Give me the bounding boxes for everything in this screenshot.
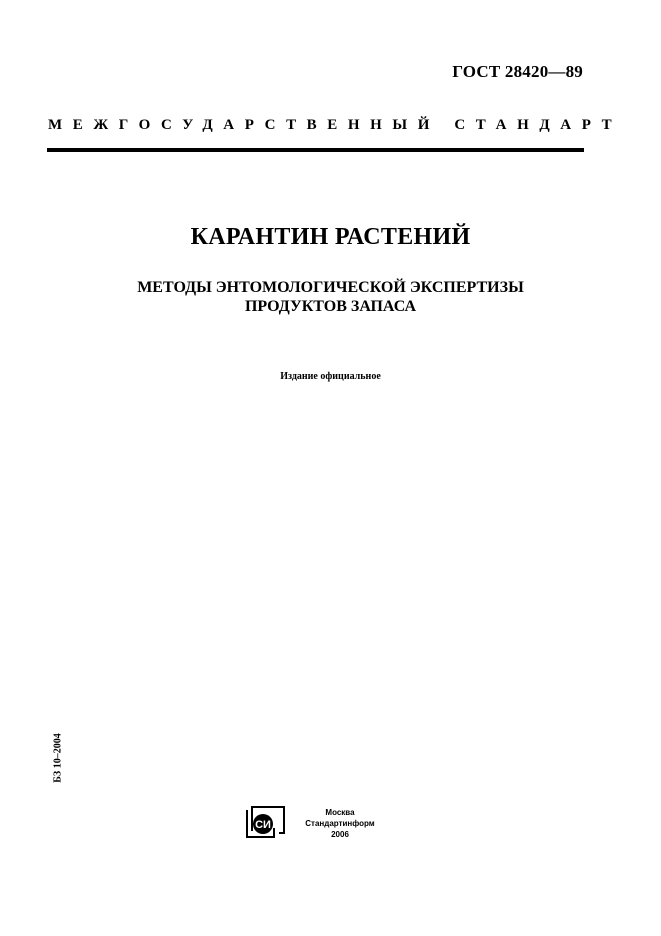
document-title: КАРАНТИН РАСТЕНИЙ [190, 224, 471, 250]
subtitle-line-1: МЕТОДЫ ЭНТОМОЛОГИЧЕСКОЙ ЭКСПЕРТИЗЫ [137, 279, 524, 296]
logo-text: СИ [255, 819, 271, 831]
subtitle-line-2: ПРОДУКТОВ ЗАПАСА [244, 298, 416, 315]
publisher-logo-icon [246, 806, 286, 838]
publisher-name: Стандартинформ [305, 819, 375, 828]
header-rule [47, 148, 584, 152]
side-code-text: БЗ 10–2004 [52, 733, 64, 783]
publisher-year: 2006 [331, 830, 349, 839]
publisher-city: Москва [325, 808, 355, 817]
publisher-logo-graphic [246, 806, 286, 838]
publisher-imprint [290, 807, 390, 840]
standard-series-heading: МЕЖГОСУДАРСТВЕННЫЙ СТАНДАРТ [48, 117, 623, 133]
edition-note: Издание официальное [280, 371, 381, 382]
standard-designation: ГОСТ 28420—89 [452, 62, 583, 81]
document-subtitle [0, 278, 661, 316]
